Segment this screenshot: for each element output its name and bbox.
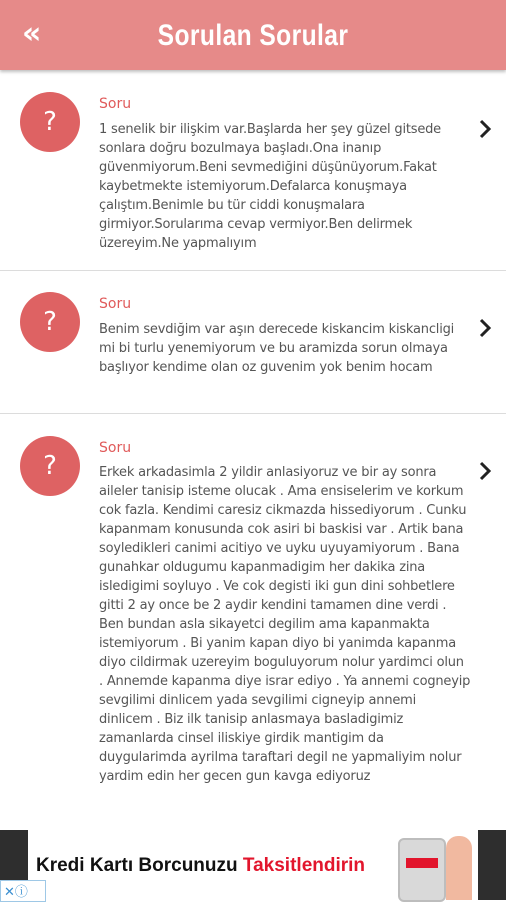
question-text: 1 senelik bir ilişkim var.Başlarda her şey güzel gitsede sonlara doğru bozulmaya başladı.Ona inanıp güvenmiyorum.Beni sevmediğini düşünüyorum.Fakat kaybetmekte istemiyorum.Defalarca konuşmaya çalıştım.Benimle bu tür ciddi konuşmalara girmiyor.Sorularıma cevap vermiyor.Ben delirmek üzereyim.Ne yapmalıyım — [99, 122, 441, 251]
ad-info-icon: ✕ⓘ — [4, 885, 28, 900]
app-header — [0, 0, 506, 70]
phone-image — [398, 838, 446, 902]
ad-text-red: Taksitlendirin — [242, 855, 366, 876]
chevron-right-icon — [478, 460, 492, 482]
chevron-right-icon — [478, 118, 492, 140]
question-mark-icon: ? — [20, 436, 80, 496]
question-item[interactable] — [0, 70, 506, 271]
question-label: Soru — [99, 440, 132, 456]
ad-text-black: Kredi Kartı Borcunuzu — [36, 855, 238, 876]
page-title: Sorulan Sorular — [157, 19, 349, 52]
back-button[interactable]: « — [22, 16, 42, 51]
ad-banner[interactable] — [0, 830, 506, 900]
ad-choices-badge[interactable] — [0, 880, 46, 902]
question-item[interactable] — [0, 271, 506, 414]
question-text: Benim sevdiğim var aşın derecede kiskancim kiskancligi mi bi turlu yenemiyorum ve bu aramizda sorun olmaya başlıyor kendime olan oz guvenim yok benim hocam — [99, 322, 455, 375]
question-text: Erkek arkadasimla 2 yildir anlasiyoruz ve bir ay sonra aileler tanisip isteme olucak . Ama ensiselerim ve korkum cok fazla. Kendimi caresiz cikmazda hissediyorum . Cunku kapanmam konusunda cok asiri bi baskisi var . Artik bana soyledikleri canimi acitiyo ve uyku uyuyamiyorum . Bana gunahkar oldugumu kapanmadigim her dakika zina isledigimi soyluyo . Ve cok degisti iki gun dini sohbetlere gitti 2 ay once be 2 aydir kendini tamamen dine verdi . Ben bundan asla sikayetci degilim ama kapanmakta istemiyorum . Bi yanim kapan diyo bi yanimda kapanma diyo cildirmak uzereyim boguluyorum nolur yardimci olun . Annemde kapanma diye israr ediyo . Ya annemi cogneyip sevgilimi dinlicem yada sevgilimi cigneyip annemi dinlicem . Biz ilk tanisip anlasmaya basladigimiz zamanlarda cinsel iliskiye girdik mantigim da duygularimda ayrilma taraftari degil ne yapmaliyim nolur yardim edin her gecen gun kavga ediyoruz — [99, 465, 471, 784]
question-label: Soru — [99, 296, 132, 312]
question-item[interactable] — [0, 414, 506, 834]
person-image — [446, 836, 472, 900]
ad-headline — [36, 855, 365, 877]
chevron-right-icon — [478, 317, 492, 339]
question-mark-icon: ? — [20, 292, 80, 352]
question-mark-icon: ? — [20, 92, 80, 152]
question-list — [0, 70, 506, 834]
ad-edge-right — [478, 830, 506, 900]
question-label: Soru — [99, 96, 132, 112]
